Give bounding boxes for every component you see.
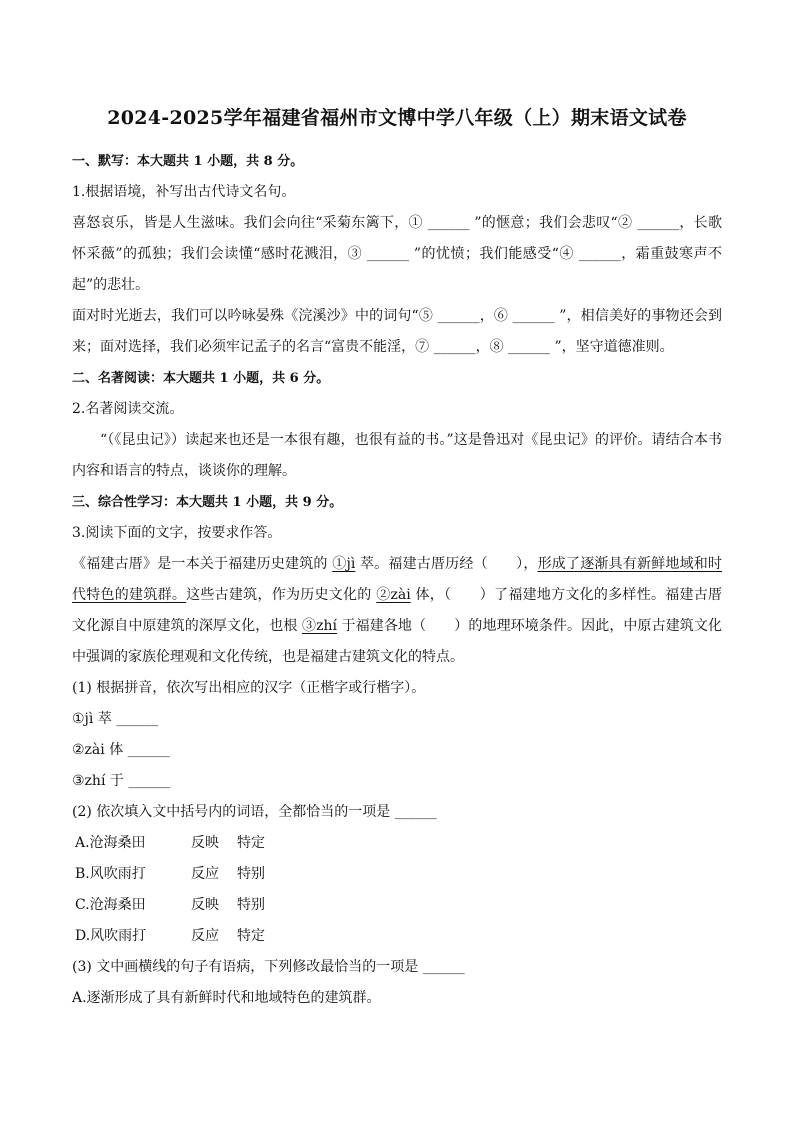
section-1-heading: 一、默写：本大题共 1 小题，共 8 分。 [72, 154, 304, 169]
sub-question-1-item-1: ①jì 萃 ______ [72, 711, 159, 727]
sub-question-3-option-a: A.逐渐形成了具有新鲜时代和地域特色的建筑群。 [72, 990, 381, 1006]
pinyin-mark-2: ②zài [376, 587, 411, 603]
option-a-word-2: 反映 [191, 835, 219, 851]
exam-title: 2024-2025学年福建省福州市文博中学八年级（上）期末语文试卷 [107, 107, 687, 129]
question-1-title: 1.根据语境，补写出古代诗文名句。 [72, 184, 296, 200]
sub-question-2-title: (2) 依次填入文中括号内的词语，全都恰当的一项是 ______ [72, 804, 437, 820]
question-3-title: 3.阅读下面的文字，按要求作答。 [72, 525, 282, 541]
option-b-word-3: 特别 [237, 866, 265, 882]
passage-text-e: 于福建各地（ ）的地理环境条件。因此，中原古建筑文化中强调的家族伦理观和文化传统，也是福建古建筑文化的特点。 [72, 618, 722, 665]
pinyin-mark-1: ①jì [332, 556, 356, 572]
sub-question-1-title: (1) 根据拼音，依次写出相应的汉字（正楷字或行楷字）。 [72, 680, 426, 696]
question-1-paragraph-1: 喜怒哀乐，皆是人生滋味。我们会向往“采菊东篱下，① ______ ”的惬意；我们会悲叹“② ______，长歌怀采薇”的孤独；我们会读懂“感时花溅泪，③ ______ ”的忧愤；我们能感受“④ ______，霜重鼓寒声不起”的悲壮。 [72, 215, 722, 293]
option-a-word-3: 特定 [237, 835, 265, 851]
section-2-heading: 二、名著阅读：本大题共 1 小题，共 6 分。 [72, 371, 330, 386]
question-2-title: 2.名著阅读交流。 [72, 401, 184, 417]
option-row-c [72, 890, 722, 921]
pinyin-mark-3: ③zhí [302, 618, 338, 634]
sub-question-1-item-2: ②zài 体 ______ [72, 742, 170, 758]
question-3-passage [72, 549, 722, 673]
section-3-heading: 三、综合性学习：本大题共 1 小题，共 9 分。 [72, 495, 343, 510]
underlined-sentence: 形成了逐渐具有新鲜地域和时代特色的建筑群。 [72, 556, 723, 603]
option-row-a [72, 828, 722, 859]
option-c-word-2: 反映 [191, 897, 219, 913]
sub-question-1-item-3: ③zhí 于 ______ [72, 773, 171, 789]
option-c-word-3: 特别 [237, 897, 265, 913]
option-d-word-1: D.风吹雨打 [75, 928, 147, 944]
option-row-b [72, 859, 722, 890]
option-b-word-1: B.风吹雨打 [75, 866, 146, 882]
passage-text-a: 《福建古厝》是一本关于福建历史建筑的 [72, 556, 333, 572]
passage-text-d: 体，（ ）了福建地方文化的多样性。福建古厝文化源自中原建筑的深厚文化，也根 [72, 587, 723, 634]
option-d-word-2: 反应 [191, 928, 219, 944]
option-b-word-2: 反应 [191, 866, 219, 882]
passage-text-c: 这些古建筑，作为历史文化的 [186, 587, 377, 603]
question-2-paragraph: “（《昆虫记》）读起来也还是一本很有趣，也很有益的书。”这是鲁迅对《昆虫记》的评价。请结合本书内容和语言的特点，谈谈你的理解。 [72, 432, 722, 479]
passage-text-b: 萃。福建古厝历经（ ）， [355, 556, 538, 572]
sub-question-3-title: (3) 文中画横线的句子有语病，下列修改最恰当的一项是 ______ [72, 959, 465, 975]
option-row-d [72, 921, 722, 952]
question-1-paragraph-2: 面对时光逝去，我们可以吟咏晏殊《浣溪沙》中的词句“⑤ ______，⑥ ______ ”，相信美好的事物还会到来；面对选择，我们必须牢记孟子的名言“富贵不能淫，⑦ ______，⑧ ______ ”，坚守道德准则。 [72, 308, 722, 355]
option-a-word-1: A.沧海桑田 [75, 835, 146, 851]
option-d-word-3: 特定 [237, 928, 265, 944]
option-c-word-1: C.沧海桑田 [75, 897, 146, 913]
